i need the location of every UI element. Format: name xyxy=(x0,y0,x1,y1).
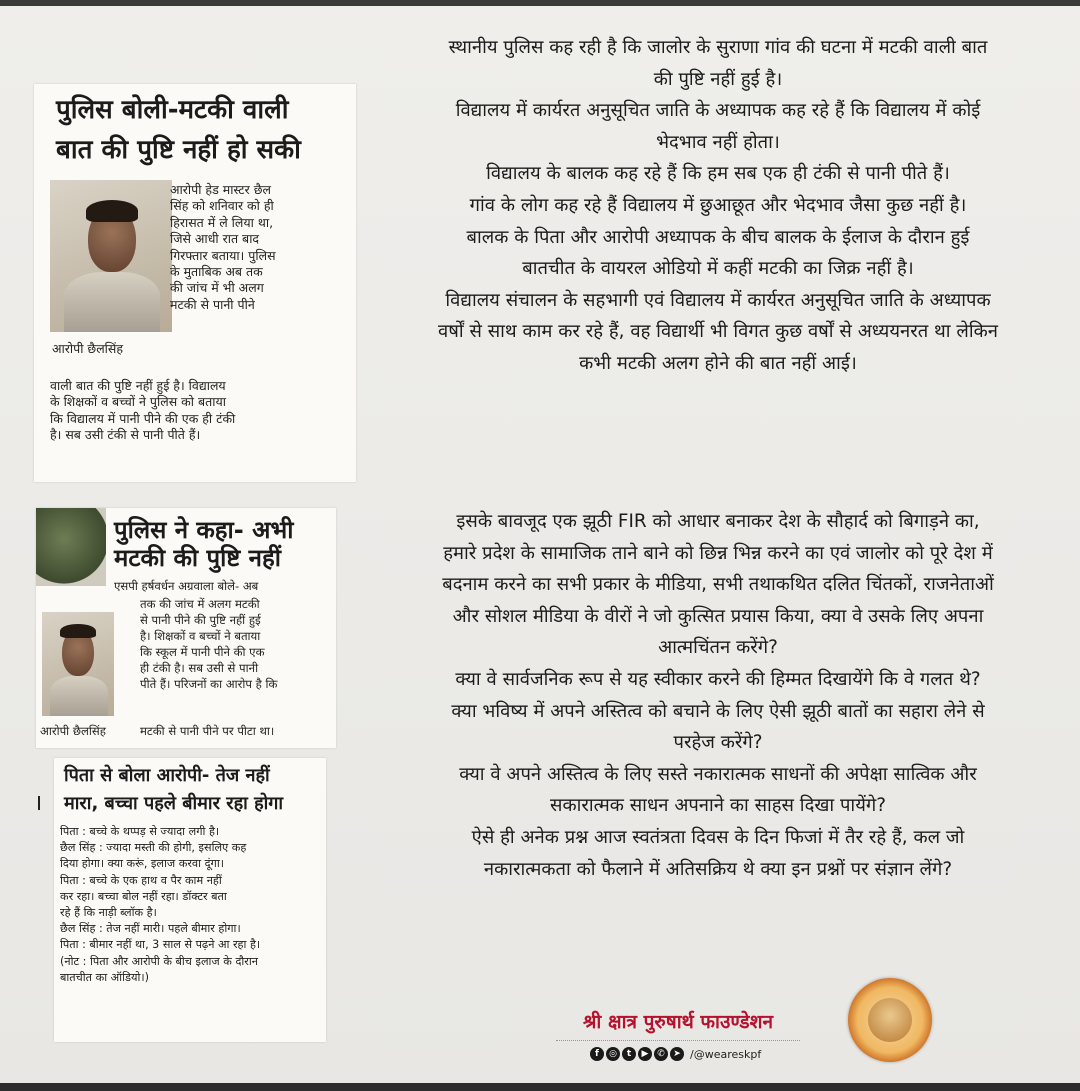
news-clipping-2 xyxy=(36,508,336,748)
text-line: क्या भविष्य में अपने अस्तित्व को बचाने के लिए ऐसी झूठी बातों का सहारा लेने से xyxy=(451,700,985,722)
text-line: (नोट : पिता और आरोपी के बीच इलाज के दौरान xyxy=(60,954,258,968)
text-line: एसपी हर्षवर्धन अग्रवाला बोले- अब xyxy=(114,579,259,593)
text-line: वर्षों से साथ काम कर रहे हैं, वह विद्यार्थी भी विगत कुछ वर्षों से अध्ययनरत था लेकिन xyxy=(438,321,998,343)
text-line: हिरासत में ले लिया था, xyxy=(170,214,274,230)
whatsapp-icon[interactable]: ✆ xyxy=(654,1047,668,1061)
text-line: छैल सिंह : तेज नहीं मारी। पहले बीमार होगा। xyxy=(60,922,241,936)
bottom-border xyxy=(0,1083,1080,1091)
text-line: के मुताबिक अब तक xyxy=(170,264,263,280)
text-line: स्थानीय पुलिस कह रही है कि जालोर के सुराणा गांव की घटना में मटकी वाली बात xyxy=(448,37,988,58)
text-line: वाली बात की पुष्टि नहीं हुई है। विद्यालय xyxy=(50,378,226,393)
headline-line: मारा, बच्चा पहले बीमार रहा होगा xyxy=(64,793,284,814)
clipping-2-headline xyxy=(114,516,294,572)
statement-paragraph-2 xyxy=(372,506,1064,885)
clipping-1-body-right xyxy=(170,182,276,313)
instagram-icon[interactable]: ◎ xyxy=(606,1047,620,1061)
text-line: विद्यालय संचालन के सहभागी एवं विद्यालय में कार्यरत अनुसूचित जाति के अध्यापक xyxy=(445,289,991,311)
text-line: पीते हैं। परिजनों का आरोप है कि xyxy=(140,677,278,691)
text-line: इसके बावजूद एक झूठी FIR को आधार बनाकर देश के सौहार्द को बिगाड़ने का, xyxy=(456,511,980,532)
clipping-2-intro xyxy=(114,578,258,594)
text-line: है। शिक्षकों व बच्चों ने बताया xyxy=(140,629,261,643)
text-line: बातचीत के वायरल ओडियो में कहीं मटकी का जिक्र नहीं है। xyxy=(522,258,914,280)
text-line: गिरफ्तार बताया। पुलिस xyxy=(170,247,276,263)
text-line: क्या वे सार्वजनिक रूप से यह स्वीकार करने की हिम्मत दिखायेंगे कि वे गलत थे? xyxy=(455,668,981,690)
clipping-3-headline xyxy=(64,762,283,818)
text-line: ऐसे ही अनेक प्रश्न आज स्वतंत्रता दिवस के दिन फिजां में तैर रहे हैं, कल जो xyxy=(471,826,965,848)
text-line: गांव के लोग कह रहे हैं विद्यालय में छुआछूत और भेदभाव जैसा कुछ नहीं है। xyxy=(469,194,967,216)
youtube-icon[interactable]: ▶ xyxy=(638,1047,652,1061)
headline-line: पुलिस ने कहा- अभी xyxy=(114,516,294,544)
text-line: से पानी पीने की पुष्टि नहीं हुई xyxy=(140,613,261,627)
text-line: दिया होगा। क्या करूं, इलाज करवा दूंगा। xyxy=(60,857,224,871)
social-handle[interactable]: /@weareskpf xyxy=(690,1047,762,1061)
photo-caption: आरोपी छैलसिंह xyxy=(40,724,106,738)
text-line: और सोशल मीडिया के वीरों ने जो कुत्सित प्रयास किया, क्या वे उसके लिए अपना xyxy=(452,605,984,627)
facebook-icon[interactable]: f xyxy=(590,1047,604,1061)
footer-divider xyxy=(556,1040,800,1041)
top-border xyxy=(0,0,1080,6)
text-line: विद्यालय के बालक कह रहे हैं कि हम सब एक ही टंकी से पानी पीते हैं। xyxy=(486,163,950,185)
foundation-logo xyxy=(848,978,932,1062)
text-line: रहे हैं कि नाड़ी ब्लॉक है। xyxy=(60,906,157,920)
text-line: सिंह को शनिवार को ही xyxy=(170,198,274,214)
text-line: भेदभाव नहीं होता। xyxy=(656,131,780,153)
headline-line: पिता से बोला आरोपी- तेज नहीं xyxy=(64,765,270,786)
text-line: परहेज करेंगे? xyxy=(673,732,763,754)
text-line: नकारात्मकता को फैलाने में अतिसक्रिय थे क्या इन प्रश्नों पर संज्ञान लेंगे? xyxy=(483,858,953,880)
news-clipping-1 xyxy=(34,84,356,482)
text-line: आरोपी हेड मास्टर छैल xyxy=(170,182,271,197)
text-line: की जांच में भी अलग xyxy=(170,280,264,296)
text-line: पिता : बच्चे के एक हाथ व पैर काम नहीं xyxy=(60,873,222,887)
text-line: हमारे प्रदेश के सामाजिक ताने बाने को छिन्न भिन्न करने का एवं जालोर को पूरे देश में xyxy=(443,542,993,564)
clipping-3-body xyxy=(60,824,260,986)
divider-mark xyxy=(38,796,40,810)
text-line: छैल सिंह : ज्यादा मस्ती की होगी, इसलिए कह xyxy=(60,841,247,855)
text-line: पिता : बच्चे के थप्पड़ से ज्यादा लगी है। xyxy=(60,825,220,838)
telegram-icon[interactable]: ➤ xyxy=(670,1047,684,1061)
brand-name: श्री क्षात्र पुरुषार्थ फाउण्डेशन xyxy=(582,1011,774,1033)
text-line: कभी मटकी अलग होने की बात नहीं आई। xyxy=(579,352,857,374)
text-line: मटकी से पानी पीने पर पीटा था। xyxy=(140,724,275,738)
tree-image xyxy=(36,508,106,586)
text-line: मटकी से पानी पीने xyxy=(170,296,255,312)
text-line: तक की जांच में अलग मटकी xyxy=(140,597,260,611)
clipping-1-headline xyxy=(56,90,301,170)
text-line: की पुष्टि नहीं हुई है। xyxy=(653,68,783,90)
headline-line: बात की पुष्टि नहीं हो सकी xyxy=(56,135,301,165)
statement-paragraph-1 xyxy=(372,32,1064,380)
text-line: बातचीत का ऑडियो।) xyxy=(60,970,149,984)
text-line: बालक के पिता और आरोपी अध्यापक के बीच बालक के ईलाज के दौरान हुई xyxy=(466,226,970,248)
text-line: क्या वे अपने अस्तित्व के लिए सस्ते नकारात्मक साधनों की अपेक्षा सात्विक और xyxy=(459,763,977,785)
clipping-2-body xyxy=(140,596,277,692)
text-line: विद्यालय में कार्यरत अनुसूचित जाति के अध्यापक कह रहे हैं कि विद्यालय में कोई xyxy=(455,100,981,122)
accused-photo xyxy=(50,180,172,332)
text-line: कि विद्यालय में पानी पीने की एक ही टंकी xyxy=(50,410,236,426)
text-line: है। सब उसी टंकी से पानी पीते हैं। xyxy=(50,427,201,443)
accused-photo xyxy=(42,612,114,716)
text-line: कर रहा। बच्चा बोल नहीं रहा। डॉक्टर बता xyxy=(60,889,227,903)
text-line: कि स्कूल में पानी पीने की एक xyxy=(140,645,265,659)
headline-line: मटकी की पुष्टि नहीं xyxy=(114,544,281,572)
text-line: के शिक्षकों व बच्चों ने पुलिस को बताया xyxy=(50,394,226,410)
text-line: आत्मचिंतन करेंगे? xyxy=(658,637,778,659)
clipping-1-body xyxy=(50,378,235,444)
text-line: ही टंकी है। सब उसी से पानी xyxy=(140,661,259,675)
headline-line: पुलिस बोली-मटकी वाली xyxy=(56,95,289,125)
logo-emblem xyxy=(868,998,912,1042)
news-clipping-3 xyxy=(54,758,326,1042)
twitter-icon[interactable]: t xyxy=(622,1047,636,1061)
photo-caption: आरोपी छैलसिंह xyxy=(52,341,123,356)
social-row xyxy=(590,1046,761,1062)
text-line: पिता : बीमार नहीं था, 3 साल से पढ़ने आ रहा है। xyxy=(60,938,261,952)
text-line: बदनाम करने का सभी प्रकार के मीडिया, सभी तथाकथित दलित चिंतकों, राजनेताओं xyxy=(442,574,994,596)
text-line: जिसे आधी रात बाद xyxy=(170,231,260,247)
text-line: सकारात्मक साधन अपनाने का साहस दिखा पायेंगे? xyxy=(550,795,886,817)
